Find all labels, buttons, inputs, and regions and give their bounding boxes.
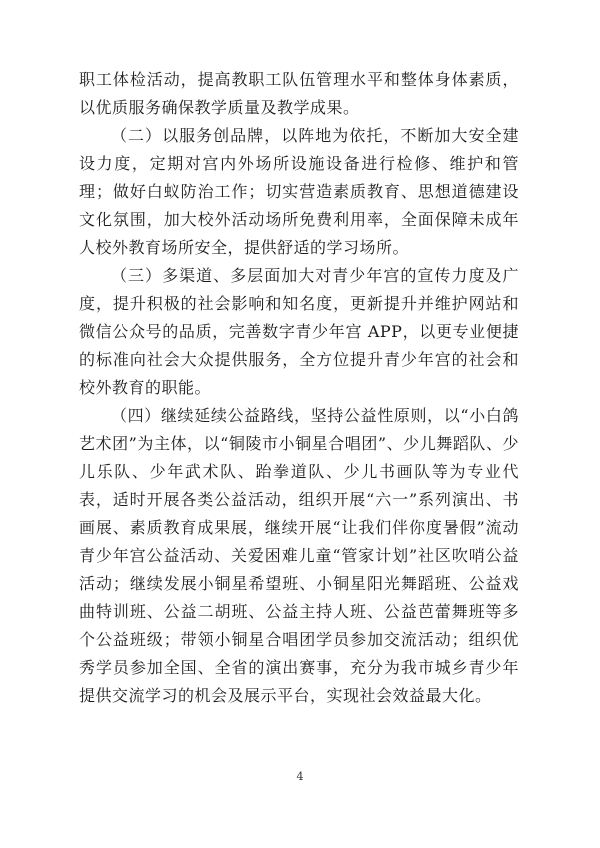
document-paragraph: （二）以服务创品牌，以阵地为依托，不断加大安全建设力度，定期对宫内外场所设施设备进行检修、维护和管理；做好白蚁防治工作；切实营造素质教育、思想道德建设文化氛围，加大校外活动场所免费利用率，全面保障未成年人校外教育场所安全，提供舒适的学习场所。 (79, 126, 519, 257)
page-number: 4 (296, 770, 304, 783)
document-paragraph: （三）多渠道、多层面加大对青少年宫的宣传力度及广度，提升积极的社会影响和知名度，更新提升并维护网站和微信公众号的品质，完善数字青少年宫 APP，以更专业便捷的标准向社会大众提供服务，全方位提升青少年宫的社会和校外教育的职能。 (79, 266, 519, 397)
document-text-block (79, 66, 519, 710)
document-paragraph: 职工体检活动，提高教职工队伍管理水平和整体身体素质，以优质服务确保教学质量及教学成果。 (79, 70, 519, 117)
document-paragraph: （四）继续延续公益路线，坚持公益性原则，以“小白鸽艺术团”为主体，以“铜陵市小铜星合唱团”、少儿舞蹈队、少儿乐队、少年武术队、跆拳道队、少儿书画队等为专业代表，适时开展各类公益活动，组织开展“六一”系列演出、书画展、素质教育成果展，继续开展“让我们伴你度暑假”流动青少年宫公益活动、关爱困难儿童“管家计划”社区吹哨公益活动；继续发展小铜星希望班、小铜星阳光舞蹈班、公益戏曲特训班、公益二胡班、公益主持人班、公益芭蕾舞班等多个公益班级；带领小铜星合唱团学员参加交流活动；组织优秀学员参加全国、全省的演出赛事，充分为我市城乡青少年提供交流学习的机会及展示平台，实现社会效益最大化。 (79, 406, 519, 705)
